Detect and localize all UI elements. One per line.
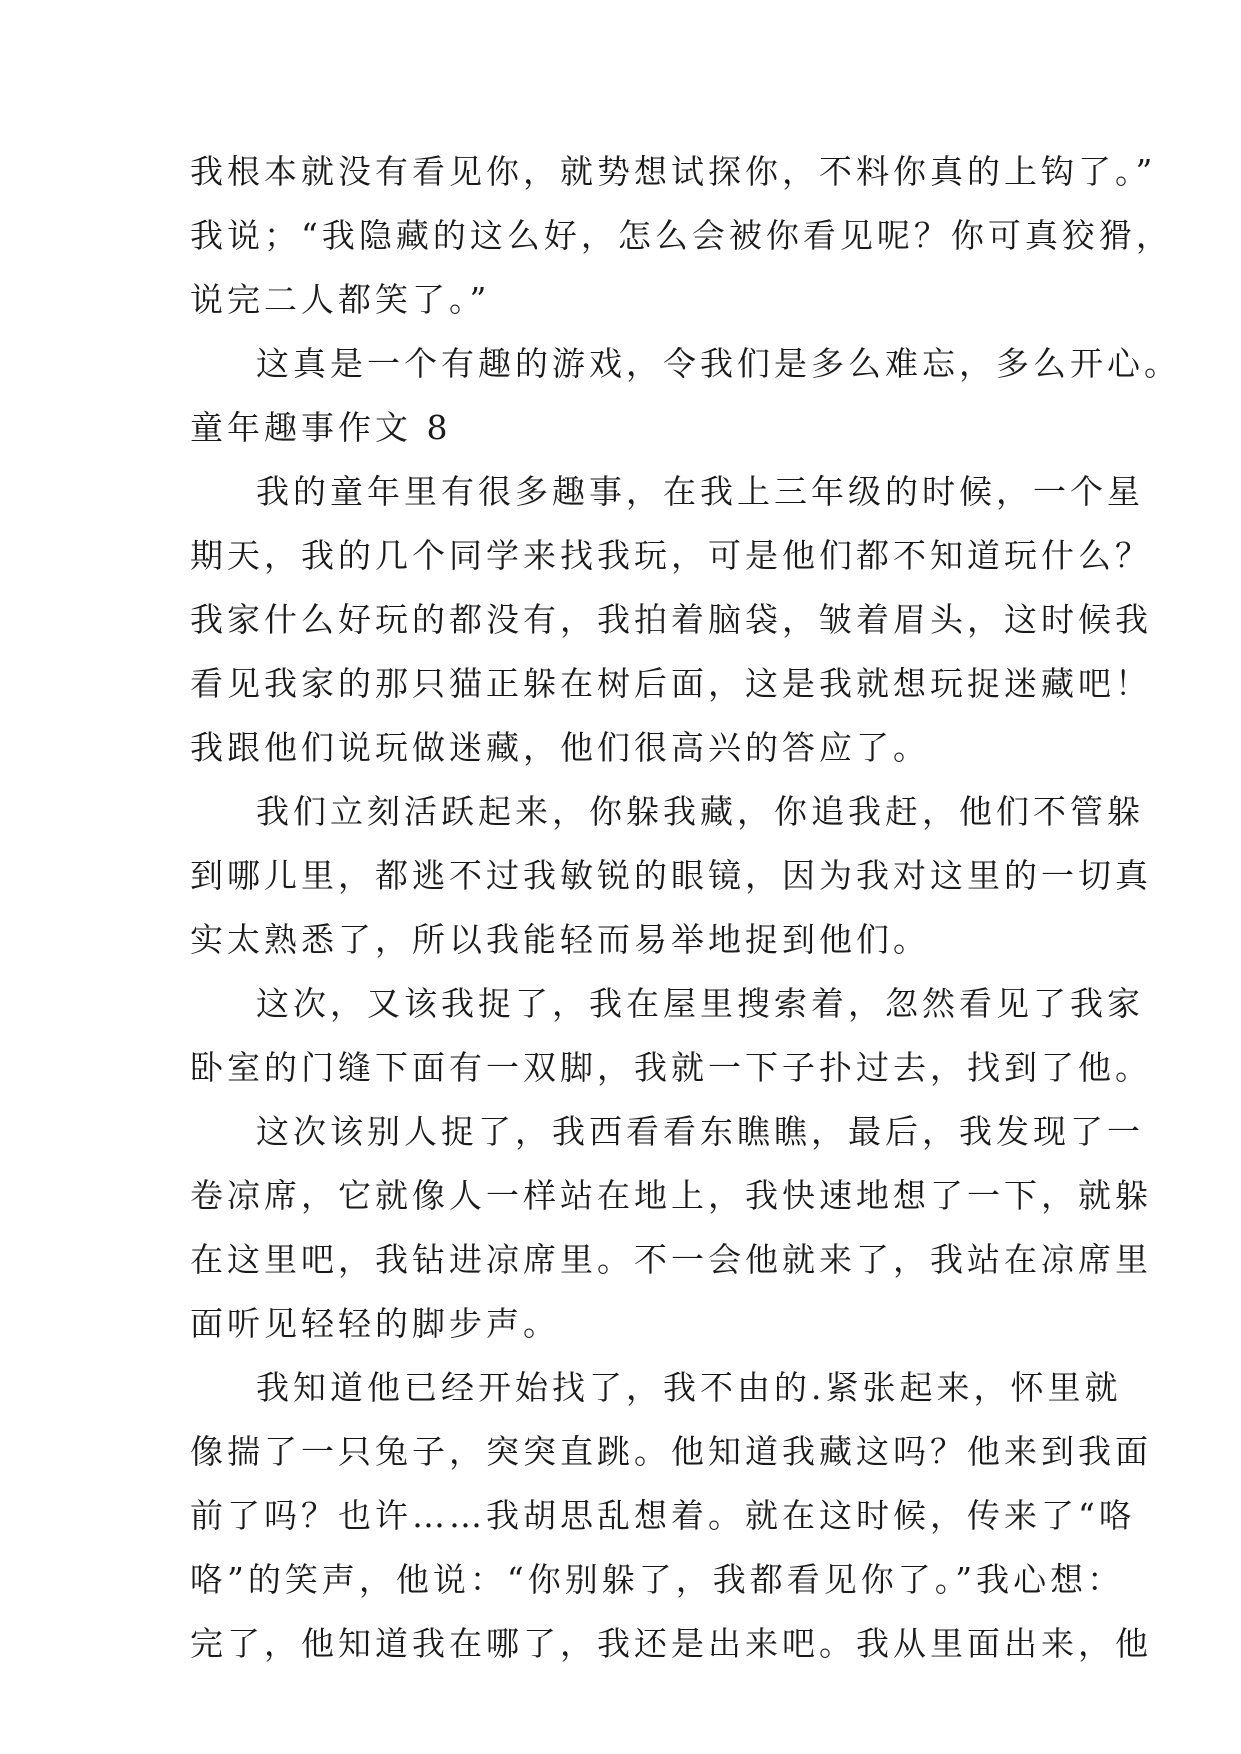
text-line: 完了，他知道我在哪了，我还是出来吧。我从里面出来，他 xyxy=(190,1624,1152,1663)
text-line: 前了吗？也许……我胡思乱想着。就在这时候，传来了“咯 xyxy=(190,1496,1136,1535)
text-line: 我的童年里有很多趣事，在我上三年级的时候，一个星 xyxy=(256,472,1144,511)
text-line: 我家什么好玩的都没有，我拍着脑袋，皱着眉头，这时候我 xyxy=(190,600,1152,639)
text-line: 童年趣事作文 8 xyxy=(190,408,452,447)
text-line: 我知道他已经开始找了，我不由的.紧张起来，怀里就 xyxy=(256,1368,1122,1407)
text-line: 卷凉席，它就像人一样站在地上，我快速地想了一下，就躲 xyxy=(190,1176,1152,1215)
text-line: 说完二人都笑了。” xyxy=(190,280,491,319)
text-line: 像揣了一只兔子，突突直跳。他知道我藏这吗？他来到我面 xyxy=(190,1432,1152,1471)
text-line: 卧室的门缝下面有一双脚，我就一下子扑过去，找到了他。 xyxy=(190,1048,1152,1087)
text-line: 这次，又该我捉了，我在屋里搜索着，忽然看见了我家 xyxy=(256,984,1144,1023)
text-line: 在这里吧，我钻进凉席里。不一会他就来了，我站在凉席里 xyxy=(190,1240,1152,1279)
text-line: 期天，我的几个同学来找我玩，可是他们都不知道玩什么？ xyxy=(190,536,1152,575)
text-line: 这真是一个有趣的游戏，令我们是多么难忘，多么开心。 xyxy=(256,344,1181,383)
text-line: 这次该别人捉了，我西看看东瞧瞧，最后，我发现了一 xyxy=(256,1112,1144,1151)
text-line: 面听见轻轻的脚步声。 xyxy=(190,1304,560,1343)
text-line: 咯”的笑声，他说：“你别躲了，我都看见你了。”我心想： xyxy=(190,1560,1125,1599)
text-line: 我说；“我隐藏的这么好，怎么会被你看见呢？你可真狡猾， xyxy=(190,216,1173,255)
text-line: 我根本就没有看见你，就势想试探你，不料你真的上钩了。” xyxy=(190,152,1157,191)
text-line: 看见我家的那只猫正躲在树后面，这是我就想玩捉迷藏吧！ xyxy=(190,664,1152,703)
text-line: 我们立刻活跃起来，你躲我藏，你追我赶，他们不管躲 xyxy=(256,792,1144,831)
text-line: 实太熟悉了，所以我能轻而易举地捉到他们。 xyxy=(190,920,930,959)
text-line: 我跟他们说玩做迷藏，他们很高兴的答应了。 xyxy=(190,728,930,767)
document-body xyxy=(190,140,1181,1676)
text-line: 到哪儿里，都逃不过我敏锐的眼镜，因为我对这里的一切真 xyxy=(190,856,1152,895)
